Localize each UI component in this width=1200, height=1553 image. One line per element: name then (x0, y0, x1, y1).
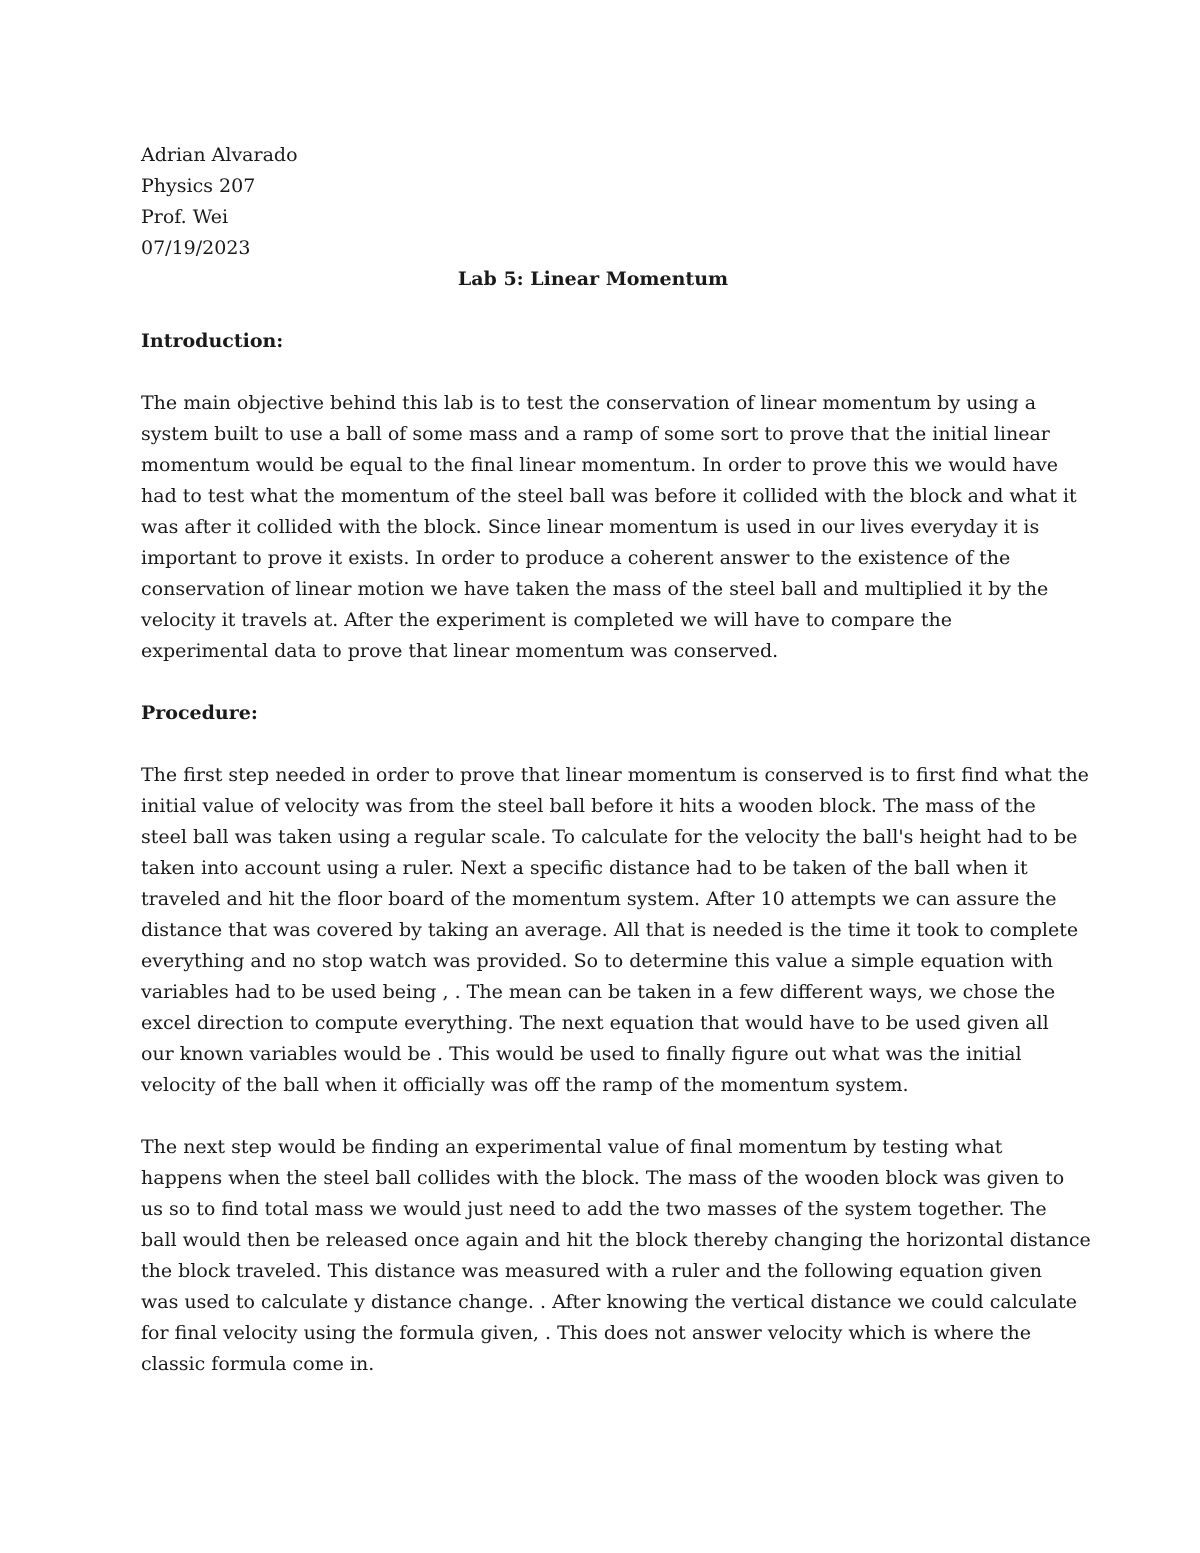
text-line: conservation of linear motion we have taken the mass of the steel ball and multiplied it by the (141, 578, 1049, 600)
text-line: taken into account using a ruler. Next a specific distance had to be taken of the ball when it (141, 857, 1028, 879)
procedure-heading: Procedure: (141, 702, 258, 724)
text-line: initial value of velocity was from the steel ball before it hits a wooden block. The mass of the (141, 795, 1036, 817)
text-line: important to prove it exists. In order to produce a coherent answer to the existence of the (141, 547, 1011, 569)
text-line: us so to find total mass we would just need to add the two masses of the system together. The (141, 1198, 1047, 1220)
text-line: velocity of the ball when it officially was off the ramp of the momentum system. (141, 1074, 909, 1096)
text-line: our known variables would be . This would be used to finally figure out what was the initial (141, 1043, 1022, 1065)
text-line: the block traveled. This distance was measured with a ruler and the following equation given (141, 1260, 1042, 1282)
text-line: distance that was covered by taking an average. All that is needed is the time it took to complete (141, 919, 1079, 941)
document-title: Lab 5: Linear Momentum (457, 268, 729, 290)
text-line: momentum would be equal to the final linear momentum. In order to prove this we would have (141, 454, 1058, 476)
text-line: for final velocity using the formula given, . This does not answer velocity which is where the (141, 1322, 1032, 1344)
text-line: The first step needed in order to prove that linear momentum is conserved is to first find what the (141, 764, 1089, 786)
text-line: had to test what the momentum of the steel ball was before it collided with the block and what it (141, 485, 1077, 507)
course-name: Physics 207 (141, 175, 256, 197)
text-line: The next step would be finding an experimental value of final momentum by testing what (141, 1136, 1003, 1158)
introduction-paragraph (141, 388, 1077, 667)
text-line: experimental data to prove that linear momentum was conserved. (141, 640, 779, 662)
author-name: Adrian Alvarado (141, 144, 298, 166)
text-line: was used to calculate y distance change. . After knowing the vertical distance we could calculate (141, 1291, 1077, 1313)
text-line: steel ball was taken using a regular scale. To calculate for the velocity the ball's height had to be (141, 826, 1078, 848)
text-line: system built to use a ball of some mass and a ramp of some sort to prove that the initial linear (141, 423, 1050, 445)
procedure-paragraph-2 (141, 1132, 1091, 1380)
text-line: traveled and hit the floor board of the momentum system. After 10 attempts we can assure the (141, 888, 1057, 910)
text-line: was after it collided with the block. Since linear momentum is used in our lives everyday it is (141, 516, 1040, 538)
text-line: velocity it travels at. After the experiment is completed we will have to compare the (141, 609, 952, 631)
text-line: variables had to be used being , . The mean can be taken in a few different ways, we chose the (141, 981, 1056, 1003)
document-page (141, 140, 1091, 1380)
text-line: The main objective behind this lab is to test the conservation of linear momentum by using a (141, 392, 1037, 414)
professor-name: Prof. Wei (141, 206, 229, 228)
introduction-heading: Introduction: (141, 330, 284, 352)
report-date: 07/19/2023 (141, 237, 251, 259)
procedure-paragraph-1 (141, 760, 1089, 1101)
text-line: everything and no stop watch was provided. So to determine this value a simple equation with (141, 950, 1053, 972)
text-line: classic formula come in. (141, 1353, 375, 1375)
text-line: ball would then be released once again and hit the block thereby changing the horizontal distance (141, 1229, 1091, 1251)
text-line: excel direction to compute everything. The next equation that would have to be used given all (141, 1012, 1049, 1034)
text-line: happens when the steel ball collides with the block. The mass of the wooden block was given to (141, 1167, 1065, 1189)
